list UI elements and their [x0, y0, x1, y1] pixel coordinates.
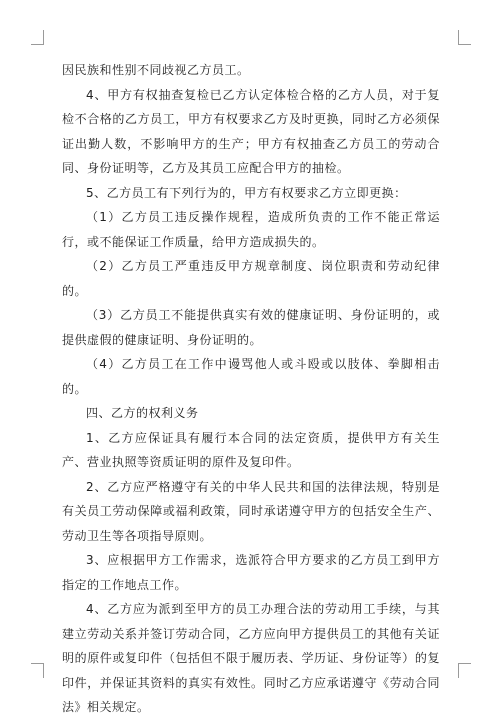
- document-body: [62, 58, 440, 720]
- crop-mark-bottom-right: [458, 663, 471, 678]
- paragraph-subitem-3: （3）乙方员工不能提供真实有效的健康证明、身份证明的，或提供虚假的健康证明、身份证明的。: [62, 308, 440, 347]
- section-heading-rights-obligations: 四、乙方的权利义务: [86, 406, 199, 420]
- paragraph-subitem-2: （2）乙方员工严重违反甲方规章制度、岗位职责和劳动纪律的。: [62, 259, 440, 298]
- paragraph-item-5-replacement: 5、乙方员工有下列行为的，甲方有权要求乙方立即更换：: [86, 185, 407, 200]
- paragraph-continuation: 因民族和性别不同歧视乙方员工。: [62, 63, 250, 77]
- paragraph-item-4-inspection: 4、甲方有权抽查复检已乙方认定体检合格的乙方人员，对于复检不合格的乙方员工，甲方有权要求乙方及时更换，同时乙方必须保证出勤人数，不影响甲方的生产；甲方有权抽查乙方员工的劳动合同、身份证明等，乙方及其员工应配合甲方的抽检。: [62, 87, 440, 175]
- crop-mark-top-right: [458, 30, 471, 45]
- paragraph-obligation-1: 1、乙方应保证具有履行本合同的法定资质，提供甲方有关生产、营业执照等资质证明的原件及复印件。: [62, 430, 440, 469]
- paragraph-subitem-4: （4）乙方员工在工作中谩骂他人或斗殴或以肢体、拳脚相击的。: [62, 357, 440, 396]
- paragraph-subitem-1: （1）乙方员工违反操作规程，造成所负责的工作不能正常运行，或不能保证工作质量，给甲方造成损失的。: [62, 210, 440, 249]
- paragraph-obligation-4: 4、乙方应为派到至甲方的员工办理合法的劳动用工手续，与其建立劳动关系并签订劳动合同，乙方应向甲方提供员工的其他有关证明的原件或复印件（包括但不限于履历表、学历证、身份证等）的复印件，并保证其资料的真实有效性。同时乙方应承诺遵守《劳动合同法》相关规定。: [62, 602, 440, 714]
- paragraph-obligation-3: 3、应根据甲方工作需求，选派符合甲方要求的乙方员工到甲方指定的工作地点工作。: [62, 553, 440, 592]
- paragraph-obligation-2: 2、乙方应严格遵守有关的中华人民共和国的法律法规，特别是有关员工劳动保障或福利政策，同时承诺遵守甲方的包括安全生产、劳动卫生等各项指导原则。: [62, 479, 440, 543]
- crop-mark-top-left: [31, 30, 44, 45]
- crop-mark-bottom-left: [31, 663, 44, 678]
